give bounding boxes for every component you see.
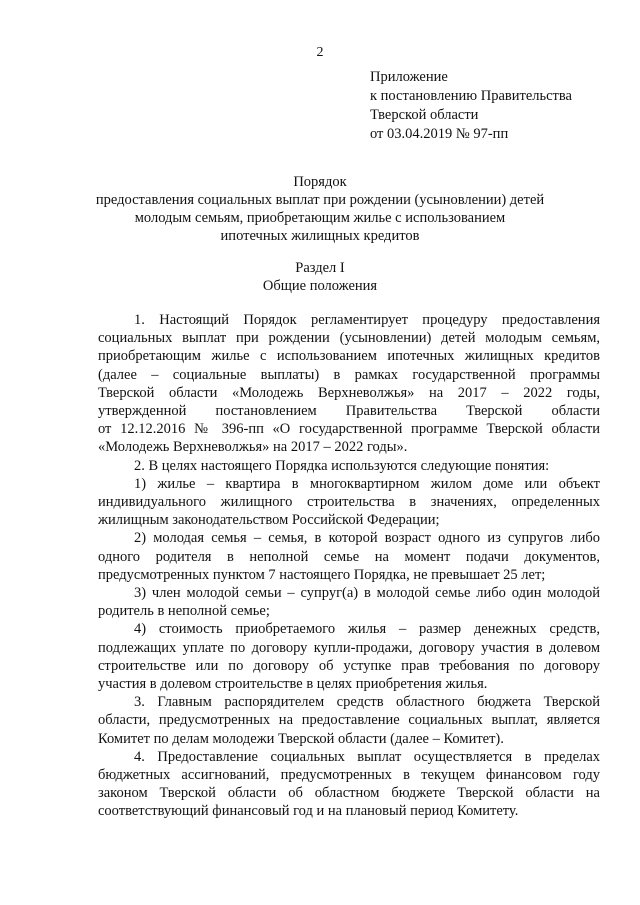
- paragraph-line: Комитет по делам молодежи Тверской области (далее – Комитет).: [98, 730, 504, 747]
- paragraph-line: законом Тверской области об областном бюджете Тверской области на: [98, 785, 600, 802]
- paragraph-line: участия в долевом строительстве в целях приобретения жилья.: [98, 676, 488, 693]
- section-heading: [0, 259, 640, 295]
- title-line: молодым семьям, приобретающим жилье с использованием: [134, 210, 506, 226]
- page-number: 2: [316, 45, 324, 60]
- paragraph-line: 3. Главным распорядителем средств областного бюджета Тверской: [134, 694, 600, 711]
- paragraph-line: подлежащих уплате по договору купли-продажи, договору участия в долевом: [98, 639, 600, 656]
- paragraph-line: от 12.12.2016 № 396-пп «О государственной программе Тверской области: [98, 421, 600, 438]
- paragraph-line: 1. Настоящий Порядок регламентирует процедуру предоставления: [134, 312, 600, 328]
- paragraph-line: 4) стоимость приобретаемого жилья – размер денежных средств,: [134, 621, 600, 638]
- appendix-line: Приложение: [370, 69, 448, 85]
- body-paragraph: [98, 693, 600, 748]
- body-paragraph: [98, 529, 600, 584]
- paragraph-line: приобретающим жилье с использованием ипотечных жилищных кредитов: [98, 348, 600, 365]
- paragraph-line: родитель в неполной семье;: [98, 603, 270, 620]
- section-number: Раздел I: [295, 260, 345, 276]
- paragraph-line: утвержденной постановлением Правительства Тверской области: [98, 403, 600, 420]
- paragraph-line: 2) молодая семья – семья, в которой возраст одного из супругов либо: [134, 530, 600, 547]
- paragraph-line: социальных выплат при рождении (усыновлении) детей молодым семьям,: [98, 330, 600, 347]
- paragraph-line: строительстве или по договору об уступке прав требования по договору: [98, 657, 600, 674]
- paragraph-line: одного родителя в неполной семье на момент подачи документов,: [98, 548, 600, 565]
- appendix-line: Тверской области: [370, 107, 479, 123]
- paragraph-line: жилищным законодательством Российской Федерации;: [98, 512, 440, 529]
- title-line: ипотечных жилищных кредитов: [220, 228, 420, 244]
- body-paragraph: [98, 457, 600, 475]
- body-paragraph: [98, 475, 600, 530]
- paragraph-line: соответствующий финансовый год и на плановый период Комитету.: [98, 803, 519, 820]
- paragraph-line: «Молодежь Верхневолжья» на 2017 – 2022 годы».: [98, 439, 408, 456]
- paragraph-line: индивидуального жилищного строительства в значениях, определенных: [98, 494, 600, 511]
- body-paragraph: [98, 311, 600, 457]
- document-body: [98, 311, 600, 821]
- body-paragraph: [98, 584, 600, 620]
- paragraph-line: 4. Предоставление социальных выплат осуществляется в пределах: [134, 748, 600, 765]
- appendix-line: к постановлению Правительства: [370, 88, 572, 104]
- paragraph-line: бюджетных ассигнований, предусмотренных в текущем финансовом году: [98, 767, 600, 784]
- title-line: предоставления социальных выплат при рождении (усыновлении) детей: [95, 192, 545, 208]
- body-paragraph: [98, 748, 600, 821]
- document-title: [0, 173, 640, 245]
- title-line: Порядок: [293, 174, 347, 190]
- paragraph-line: 2. В целях настоящего Порядка используются следующие понятия:: [134, 457, 550, 474]
- appendix-line: от 03.04.2019 № 97-пп: [370, 126, 509, 142]
- appendix-header: [370, 68, 572, 144]
- paragraph-line: 3) член молодой семьи – супруг(а) в молодой семье либо один молодой: [134, 585, 600, 602]
- paragraph-line: предусмотренных пунктом 7 настоящего Порядка, не превышает 25 лет;: [98, 566, 546, 583]
- paragraph-line: (далее – социальные выплаты) в рамках государственной программы: [98, 366, 600, 383]
- paragraph-line: области, предусмотренных на предоставление социальных выплат, является: [98, 712, 600, 729]
- paragraph-line: Тверской области «Молодежь Верхневолжья» на 2017 – 2022 годы,: [98, 384, 600, 401]
- paragraph-line: 1) жилье – квартира в многоквартирном жилом доме или объект: [134, 475, 600, 492]
- body-paragraph: [98, 620, 600, 693]
- section-name: Общие положения: [262, 278, 378, 294]
